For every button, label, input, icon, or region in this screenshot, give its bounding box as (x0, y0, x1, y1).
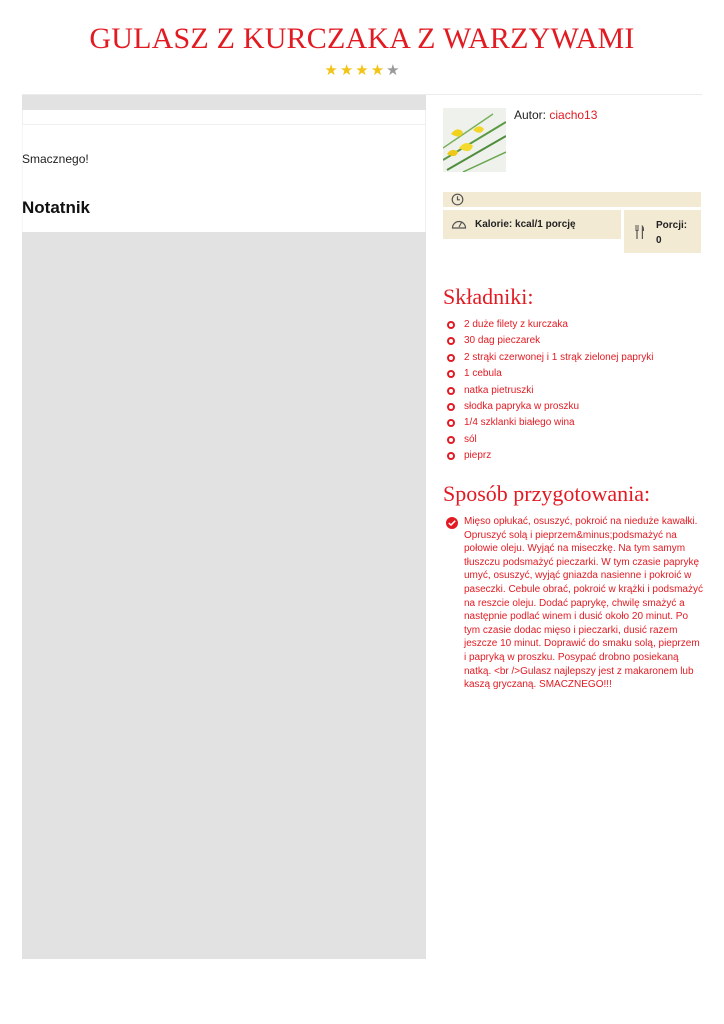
ingredient-item (443, 399, 703, 415)
bullet-icon (447, 337, 455, 345)
ingredient-text: pieprz (464, 450, 492, 462)
ingredient-text: 2 duże filety z kurczaka (464, 319, 568, 330)
bullet-icon (447, 370, 455, 378)
ingredient-text: 30 dag pieczarek (464, 335, 541, 347)
ingredient-text: natka pietruszki (464, 384, 534, 396)
bullet-icon (447, 321, 455, 329)
notes-heading: Notatnik (22, 198, 90, 217)
bullet-icon (447, 452, 455, 460)
ingredient-item (443, 317, 703, 333)
bullet-icon (447, 436, 455, 444)
left-empty-row (22, 110, 426, 125)
star-filled-icon[interactable]: ★ (370, 62, 385, 79)
bullet-icon (447, 403, 455, 411)
ingredient-text: 2 strąki czerwonej i 1 strąk zielonej papryki (464, 351, 654, 363)
recipe-photo (443, 108, 506, 172)
ingredient-item (443, 383, 703, 399)
left-header-bar (22, 95, 426, 110)
portions-label: Porcji: (656, 220, 688, 231)
bullet-icon (447, 354, 455, 362)
clock-icon (451, 193, 464, 206)
portions-box (624, 210, 701, 253)
calories-box (443, 210, 621, 239)
ingredients-list (443, 317, 703, 465)
ingredient-text: słodka papryka w proszku (464, 400, 580, 412)
cutlery-icon (635, 225, 645, 239)
check-icon (446, 517, 458, 529)
ingredient-text: 1/4 szklanki białego wina (464, 417, 575, 429)
ingredient-item (443, 448, 703, 464)
ingredient-text: 1 cebula (464, 368, 502, 380)
recipe-title: GULASZ Z KURCZAKA Z WARZYWAMI (89, 22, 635, 55)
ingredient-item (443, 366, 703, 382)
star-filled-icon[interactable]: ★ (355, 62, 369, 79)
bullet-icon (447, 419, 455, 427)
ingredient-item (443, 415, 703, 431)
ingredient-text: sól (464, 433, 477, 445)
rating-stars (0, 62, 724, 80)
author-link[interactable]: ciacho13 (549, 108, 598, 122)
ingredients-heading: Składniki: (443, 284, 534, 309)
bullet-icon (447, 387, 455, 395)
ingredient-item (443, 432, 703, 448)
notes-area[interactable] (22, 232, 426, 959)
author-label: Autor: (514, 108, 547, 122)
star-filled-icon[interactable]: ★ (324, 62, 338, 79)
gauge-icon (451, 217, 467, 231)
preparation-heading: Sposób przygotowania: (443, 481, 651, 506)
closing-text: Smacznego! (22, 152, 89, 166)
portions-value: 0 (656, 235, 662, 246)
ingredient-item (443, 350, 703, 366)
time-bar (443, 192, 701, 207)
calories-text: Kalorie: kcal/1 porcję (475, 219, 576, 230)
preparation-step: Mięso opłukać, osuszyć, pokroić na nieduże kawałki. Opruszyć solą i pieprzem&minus;podsmażyć na połowie oleju. Wyjąć na miseczkę. Na tym samym tłuszczu podsmażyć pieczarki. W tym czasie paprykę umyć, osuszyć, wyjąć gniazda nasienne i pokroić w paseczki. Cebule obrać, pokroić w krążki i podsmażyć na reszcie oleju. Dodać paprykę, chwilę smażyć a następnie podlać winem i dusić około 20 minut. Po tym czasie dodac mięso i pieczarki, dusić razem jeszcze 10 minut. Doprawić do smaku solą, pieprzem i papryką w proszku. Posypać drobno posiekaną natką. <br />Gulasz najlepszy jest z makaronem lub kaszą gryczaną. SMACZNEGO!!! (464, 516, 703, 691)
ingredient-item (443, 333, 703, 349)
star-empty-icon[interactable]: ★ (386, 62, 400, 79)
author-line (514, 108, 597, 122)
star-filled-icon[interactable]: ★ (339, 62, 354, 79)
